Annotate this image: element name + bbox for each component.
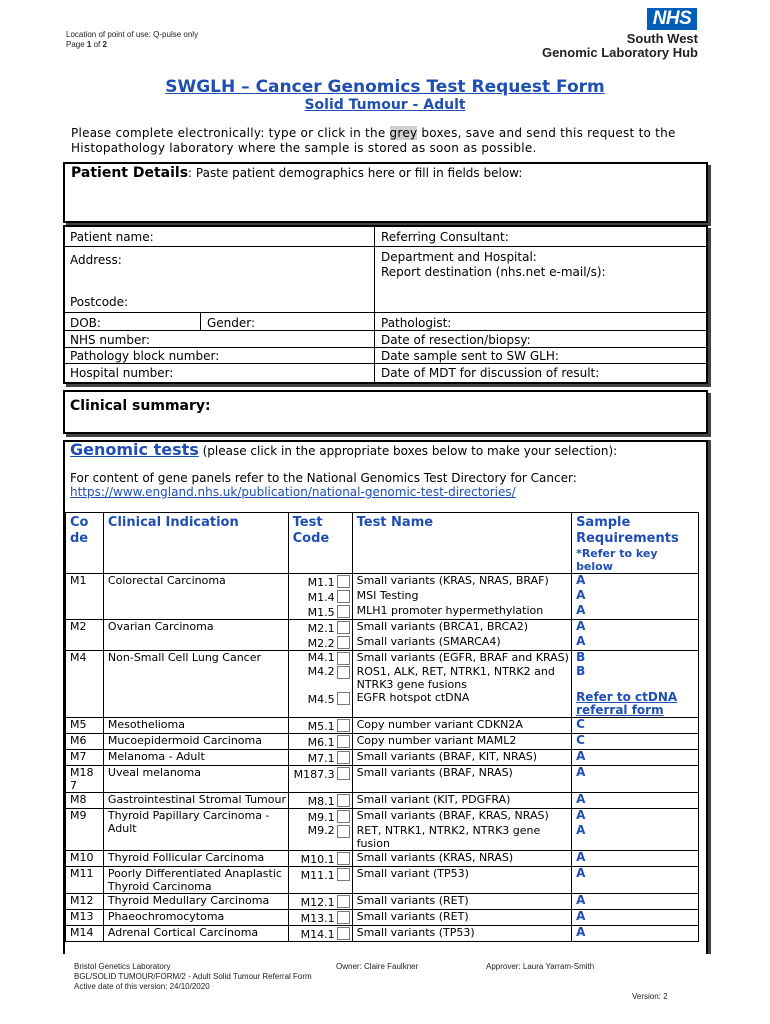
page-indicator: Page 1 of 2 xyxy=(66,40,107,49)
indication-code: M13 xyxy=(66,910,104,926)
sample-requirement: A xyxy=(572,635,699,651)
table-row xyxy=(66,910,699,926)
test-code: M13.1 xyxy=(300,912,335,925)
test-code: M5.1 xyxy=(307,720,335,733)
test-code: M1.1 xyxy=(307,576,335,589)
test-name: Small variants (BRCA1, BRCA2) xyxy=(352,620,571,636)
test-code-cell xyxy=(288,926,352,942)
clinical-indication: Thyroid Follicular Carcinoma xyxy=(103,851,288,867)
indication-code: M8 xyxy=(66,793,104,809)
test-checkbox[interactable] xyxy=(337,621,350,634)
test-name: ROS1, ALK, RET, NTRK1, NTRK2 and NTRK3 gene fusions xyxy=(352,665,571,691)
sample-requirement: A xyxy=(572,926,699,942)
sample-requirement: A xyxy=(572,750,699,766)
test-code: M1.5 xyxy=(307,606,335,619)
clinical-indication: Melanoma - Adult xyxy=(103,750,288,766)
sample-requirement: A xyxy=(572,851,699,867)
pathologist-field[interactable]: Pathologist: xyxy=(381,316,452,330)
org-name: South West Genomic Laboratory Hub xyxy=(541,31,698,60)
indication-code: M4 xyxy=(66,651,104,718)
sample-requirement: C xyxy=(572,718,699,734)
test-code-cell xyxy=(288,718,352,734)
dob-field[interactable]: DOB: xyxy=(70,316,101,330)
report-destination-field[interactable]: Report destination (nhs.net e-mail/s): xyxy=(381,265,606,279)
test-code: M4.5 xyxy=(307,693,335,706)
test-code-cell xyxy=(288,910,352,926)
intro-text: Please complete electronically: type or click in the grey boxes, save and send this request to the Histopathology laboratory where the sample is stored as soon as possible. xyxy=(71,126,676,155)
table-row xyxy=(66,718,699,734)
genomic-tests-table xyxy=(65,512,699,942)
sample-requirement: A xyxy=(572,793,699,809)
test-code: M9.1 xyxy=(307,811,335,824)
test-code-cell xyxy=(288,604,352,620)
test-name: Copy number variant MAML2 xyxy=(352,734,571,750)
clinical-indication: Poorly Differentiated Anaplastic Thyroid Carcinoma xyxy=(103,867,288,894)
test-checkbox[interactable] xyxy=(337,852,350,865)
clinical-indication: Adrenal Cortical Carcinoma xyxy=(103,926,288,942)
test-name: Copy number variant CDKN2A xyxy=(352,718,571,734)
sample-requirement[interactable]: Refer to ctDNA referral form xyxy=(572,691,699,718)
indication-code: M18 7 xyxy=(66,766,104,793)
table-row xyxy=(66,851,699,867)
test-code-cell xyxy=(288,635,352,651)
test-name: MLH1 promoter hypermethylation xyxy=(352,604,571,620)
test-name: Small variants (SMARCA4) xyxy=(352,635,571,651)
test-code: M8.1 xyxy=(307,795,335,808)
test-name: Small variant (TP53) xyxy=(352,867,571,894)
test-code: M12.1 xyxy=(300,896,335,909)
test-code: M4.1 xyxy=(307,651,335,664)
sample-requirement: A xyxy=(572,574,699,590)
gender-field[interactable]: Gender: xyxy=(207,316,256,330)
sample-requirement: A xyxy=(572,766,699,793)
table-row xyxy=(66,809,699,825)
test-name: Small variants (RET) xyxy=(352,910,571,926)
page-subtitle: Solid Tumour - Adult xyxy=(304,97,466,113)
sample-requirement: A xyxy=(572,867,699,894)
sample-requirement: A xyxy=(572,589,699,604)
test-checkbox[interactable] xyxy=(337,751,350,764)
test-checkbox[interactable] xyxy=(337,794,350,807)
table-row xyxy=(66,867,699,894)
test-name: Small variants (KRAS, NRAS, BRAF) xyxy=(352,574,571,590)
table-row xyxy=(66,734,699,750)
indication-code: M6 xyxy=(66,734,104,750)
table-row xyxy=(66,651,699,666)
clinical-indication: Thyroid Medullary Carcinoma xyxy=(103,894,288,910)
test-code: M1.4 xyxy=(307,591,335,604)
clinical-indication: Phaeochromocytoma xyxy=(103,910,288,926)
test-code-cell xyxy=(288,691,352,718)
test-code-cell xyxy=(288,734,352,750)
table-row xyxy=(66,926,699,942)
test-code: M11.1 xyxy=(300,869,335,882)
date-sample-sent-field[interactable]: Date sample sent to SW GLH: xyxy=(381,349,559,363)
sample-requirement: A xyxy=(572,824,699,851)
test-code: M187.3 xyxy=(293,768,335,781)
clinical-indication: Ovarian Carcinoma xyxy=(103,620,288,651)
indication-code: M1 xyxy=(66,574,104,620)
test-checkbox[interactable] xyxy=(337,575,350,588)
test-checkbox[interactable] xyxy=(337,652,350,665)
test-checkbox[interactable] xyxy=(337,735,350,748)
table-row xyxy=(66,574,699,590)
address-field[interactable]: Address: xyxy=(70,253,122,267)
table-row xyxy=(66,620,699,636)
test-code-cell xyxy=(288,851,352,867)
test-name: Small variants (BRAF, KIT, NRAS) xyxy=(352,750,571,766)
department-hospital-field[interactable]: Department and Hospital: xyxy=(381,250,537,264)
clinical-summary-heading: Clinical summary: xyxy=(70,398,211,414)
directory-link[interactable]: https://www.england.nhs.uk/publication/national-genomic-test-directories/ xyxy=(70,485,516,499)
test-code-cell xyxy=(288,665,352,691)
test-code-cell xyxy=(288,867,352,894)
test-code-cell xyxy=(288,809,352,825)
test-code-cell xyxy=(288,894,352,910)
table-row xyxy=(66,766,699,793)
footer-lab: Bristol Genetics Laboratory xyxy=(74,962,171,971)
test-checkbox[interactable] xyxy=(337,692,350,705)
clinical-indication: Gastrointestinal Stromal Tumour xyxy=(103,793,288,809)
sample-requirement: A xyxy=(572,894,699,910)
test-code-cell xyxy=(288,620,352,636)
test-checkbox[interactable] xyxy=(337,911,350,924)
test-checkbox[interactable] xyxy=(337,767,350,780)
indication-code: M5 xyxy=(66,718,104,734)
patient-name-field[interactable]: Patient name: xyxy=(70,230,154,244)
test-code: M2.1 xyxy=(307,622,335,635)
genomic-tests-heading: Genomic tests (please click in the appropriate boxes below to make your selection): xyxy=(70,440,618,459)
clinical-indication: Mesothelioma xyxy=(103,718,288,734)
test-checkbox[interactable] xyxy=(337,895,350,908)
test-checkbox[interactable] xyxy=(337,927,350,940)
location-text: Location of point of use: Q-pulse only xyxy=(66,30,199,39)
test-name: Small variant (KIT, PDGFRA) xyxy=(352,793,571,809)
footer-form-ref: BGL/SOLID TUMOUR/FORM/2 - Adult Solid Tumour Referral Form xyxy=(74,972,312,981)
footer-owner: Owner: Claire Faulkner xyxy=(336,962,419,971)
clinical-indication: Thyroid Papillary Carcinoma - Adult xyxy=(103,809,288,851)
indication-code: M10 xyxy=(66,851,104,867)
test-name: Small variants (RET) xyxy=(352,894,571,910)
clinical-indication: Mucoepidermoid Carcinoma xyxy=(103,734,288,750)
test-code: M4.2 xyxy=(307,665,335,678)
indication-code: M14 xyxy=(66,926,104,942)
indication-code: M11 xyxy=(66,867,104,894)
indication-code: M7 xyxy=(66,750,104,766)
table-row xyxy=(66,750,699,766)
patient-details-heading: Patient Details: Paste patient demographics here or fill in fields below: xyxy=(71,165,523,181)
table-row xyxy=(66,894,699,910)
clinical-indication: Uveal melanoma xyxy=(103,766,288,793)
test-name: EGFR hotspot ctDNA xyxy=(352,691,571,718)
test-code: M10.1 xyxy=(300,853,335,866)
test-name: Small variants (BRAF, KRAS, NRAS) xyxy=(352,809,571,825)
test-checkbox[interactable] xyxy=(337,810,350,823)
directory-text: For content of gene panels refer to the National Genomics Test Directory for Cancer: xyxy=(70,471,577,485)
postcode-field[interactable]: Postcode: xyxy=(70,295,129,309)
test-code: M14.1 xyxy=(300,928,335,941)
test-code-cell xyxy=(288,793,352,809)
col-code: Co de xyxy=(66,513,104,574)
test-checkbox[interactable] xyxy=(337,636,350,649)
col-indication: Clinical Indication xyxy=(103,513,288,574)
test-code: M2.2 xyxy=(307,637,335,650)
sample-requirement: A xyxy=(572,620,699,636)
footer-approver: Approver: Laura Yarram-Smith xyxy=(486,962,595,971)
nhs-logo: NHS xyxy=(647,8,697,30)
test-checkbox[interactable] xyxy=(337,666,350,679)
test-code-cell xyxy=(288,589,352,604)
clinical-indication: Non-Small Cell Lung Cancer xyxy=(103,651,288,718)
test-checkbox[interactable] xyxy=(337,825,350,838)
sample-requirement: A xyxy=(572,604,699,620)
test-code-cell xyxy=(288,574,352,590)
page-title: SWGLH – Cancer Genomics Test Request Form xyxy=(165,77,605,97)
sample-requirement: B xyxy=(572,665,699,691)
test-name: MSI Testing xyxy=(352,589,571,604)
test-code: M6.1 xyxy=(307,736,335,749)
sample-requirement: C xyxy=(572,734,699,750)
test-name: RET, NTRK1, NTRK2, NTRK3 gene fusion xyxy=(352,824,571,851)
test-name: Small variants (EGFR, BRAF and KRAS) xyxy=(352,651,571,666)
referring-consultant-field[interactable]: Referring Consultant: xyxy=(381,230,509,244)
hospital-number-field[interactable]: Hospital number: xyxy=(70,366,174,380)
col-test-name: Test Name xyxy=(352,513,571,574)
col-sample-req: Sample Requirements *Refer to key below xyxy=(572,513,699,574)
test-name: Small variants (BRAF, NRAS) xyxy=(352,766,571,793)
sample-requirement: B xyxy=(572,651,699,666)
test-name: Small variants (KRAS, NRAS) xyxy=(352,851,571,867)
col-test-code: Test Code xyxy=(288,513,352,574)
test-code-cell xyxy=(288,766,352,793)
nhs-number-field[interactable]: NHS number: xyxy=(70,333,151,347)
footer-version: Version: 2 xyxy=(632,992,668,1001)
date-resection-field[interactable]: Date of resection/biopsy: xyxy=(381,333,531,347)
test-code: M7.1 xyxy=(307,752,335,765)
test-code-cell xyxy=(288,651,352,666)
sample-requirement: A xyxy=(572,809,699,825)
test-checkbox[interactable] xyxy=(337,590,350,603)
test-checkbox[interactable] xyxy=(337,605,350,618)
footer-active-date: Active date of this version: 24/10/2020 xyxy=(74,982,210,991)
test-checkbox[interactable] xyxy=(337,719,350,732)
date-mdt-field[interactable]: Date of MDT for discussion of result: xyxy=(381,366,600,380)
test-checkbox[interactable] xyxy=(337,868,350,881)
indication-code: M2 xyxy=(66,620,104,651)
clinical-indication: Colorectal Carcinoma xyxy=(103,574,288,620)
indication-code: M9 xyxy=(66,809,104,851)
pathology-block-field[interactable]: Pathology block number: xyxy=(70,349,220,363)
table-row xyxy=(66,793,699,809)
sample-requirement: A xyxy=(572,910,699,926)
indication-code: M12 xyxy=(66,894,104,910)
test-name: Small variants (TP53) xyxy=(352,926,571,942)
test-code-cell xyxy=(288,750,352,766)
test-code: M9.2 xyxy=(307,824,335,837)
test-code-cell xyxy=(288,824,352,851)
